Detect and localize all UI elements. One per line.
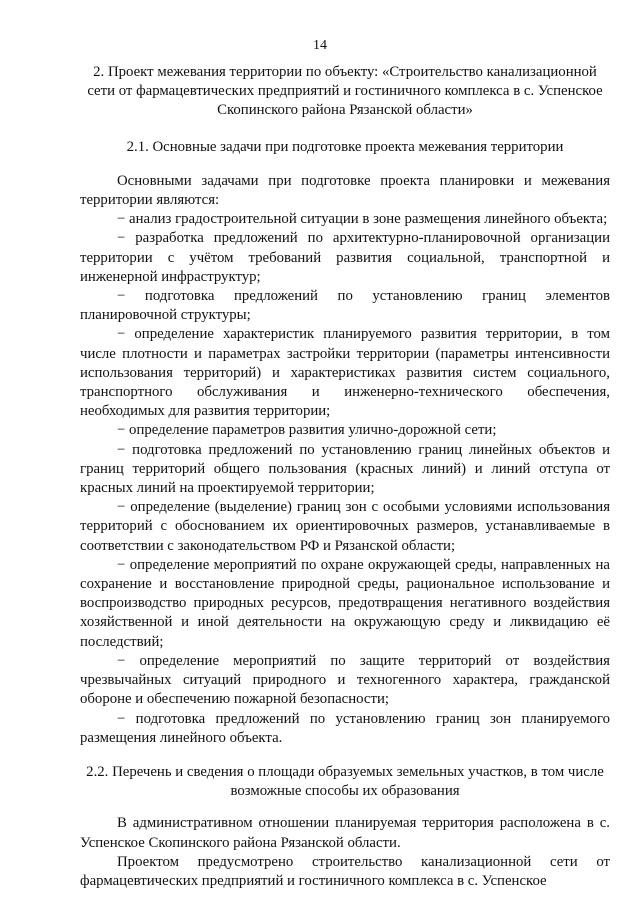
section-title-land-plots: 2.2. Перечень и сведения о площади образуемых земельных участков, в том числе возможные способы их образования	[86, 763, 604, 800]
page-content	[80, 63, 610, 891]
task-item: − подготовка предложений по установлению границ линейных объектов и границ территорий общего пользования (красных линий) и линий отступа от красных линий на проектируемой территории;	[80, 441, 610, 497]
task-item: − определение мероприятий по защите территорий от воздействия чрезвычайных ситуаций природного и техногенного характера, гражданской обороне и обеспечению пожарной безопасности;	[80, 652, 610, 708]
task-item: − определение характеристик планируемого развития территории, в том числе плотности и параметрах застройки территории (параметры интенсивности использования территорий) и характеристиках развития систем социального, транспортного обслуживания и инженерно-технического обеспечения, необходимых для развития территории;	[80, 326, 610, 420]
task-item: − определение параметров развития улично-дорожной сети;	[117, 422, 497, 439]
tasks-intro-paragraph: Основными задачами при подготовке проекта планировки и межевания территории являются:	[80, 172, 610, 209]
body-paragraph: Проектом предусмотрено строительство канализационной сети от фармацевтических предприятий и гостиничного комплекса в с. Успенское	[80, 853, 610, 889]
section-title-tasks: 2.1. Основные задачи при подготовке проекта межевания территории	[126, 138, 564, 155]
task-item: − подготовка предложений по установлению границ зон планируемого размещения линейного объекта.	[80, 710, 610, 746]
body-paragraph: В административном отношении планируемая территория расположена в с. Успенское Скопинского района Рязанской области.	[80, 815, 610, 851]
task-item: − определение мероприятий по охране окружающей среды, направленных на сохранение и восстановление природной среды, рациональное использование и воспроизводство природных ресурсов, предотвращения негативного воздействия хозяйственной и иной деятельности на окружающую среду и ликвидацию её последствий;	[80, 556, 610, 650]
task-item: − определение (выделение) границ зон с особыми условиями использования территорий с обоснованием их ориентировочных размеров, устанавливаемые в соответствии с законодательством РФ и Рязанской области;	[80, 499, 610, 554]
task-item: − подготовка предложений по установлению границ элементов планировочной структуры;	[80, 288, 610, 324]
document-heading: 2. Проект межевания территории по объекту: «Строительство канализационной сети от фармацевтических предприятий и гостиничного комплекса в с. Успенское Скопинского района Рязанской области»	[87, 64, 603, 119]
page-number: 14	[313, 38, 327, 53]
task-item: − разработка предложений по архитектурно-планировочной организации территории с учётом требований развития социальной, транспортной и инженерной инфраструктур;	[80, 230, 610, 285]
task-item: − анализ градостроительной ситуации в зоне размещения линейного объекта;	[117, 211, 608, 228]
